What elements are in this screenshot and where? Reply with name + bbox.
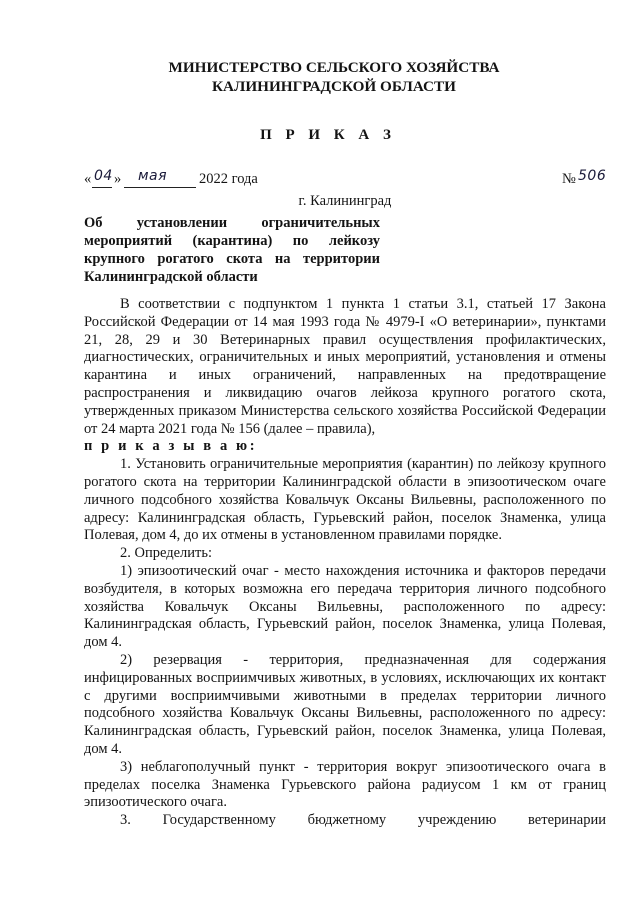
month-underline (124, 187, 196, 188)
ministry-name-line2: КАЛИНИНГРАДСКОЙ ОБЛАСТИ (212, 78, 456, 95)
date-number-row (84, 168, 614, 195)
ministry-header (0, 58, 640, 96)
number-sign: № (562, 171, 576, 187)
order-body (84, 296, 606, 830)
item-1: 1. Установить ограничительные мероприятия (карантин) по лейкозу крупного рогатого скота на территории Калининградской области в эпизоотическом очаге личного подсобного хозяйства Ковальчук Оксаны Вильевны, расположенного по адресу: Калининградская область, Гурьевский район, поселок Знаменка, улица Полевая, дом 4, до их отмены в установленном правилами порядке. (84, 456, 606, 544)
handwritten-day: 04 (94, 168, 113, 184)
document-type-heading: П Р И К А З (260, 127, 396, 143)
date-open-quote: « (84, 171, 92, 187)
intro-paragraph: В соответствии с подпунктом 1 пункта 1 статьи 3.1, статьей 17 Закона Российской Федерации от 14 мая 1993 года № 4979-I «О ветеринарии», пунктами 21, 28, 29 и 30 Ветеринарных правил осуществления профилактических, диагностических, ограничительных и иных мероприятий, установления и отмены карантина и иных ограничений, направленных на предотвращение распространения и ликвидацию очагов лейкоза крупного рогатого скота, утвержденных приказом Министерства сельского хозяйства Российской Федерации от 24 марта 2021 года № 156 (далее – правила), (84, 296, 606, 437)
year-text: 2022 года (199, 171, 258, 187)
item-3: 3. Государственному бюджетному учреждению ветеринарии (120, 812, 606, 829)
order-word: п р и к а з ы в а ю: (84, 438, 258, 455)
item-2-1: 1) эпизоотический очаг - место нахождения источника и факторов передачи возбудителя, в которых возможна его передача территория личного подсобного хозяйства Ковальчук Оксаны Вильевны, расположенного по адресу: Калининградская область, Гурьевский район, поселок Знаменка, улица Полевая, дом 4. (84, 562, 606, 651)
ministry-name-line1: МИНИСТЕРСТВО СЕЛЬСКОГО ХОЗЯЙСТВА (168, 59, 500, 76)
handwritten-number: 506 (578, 168, 607, 184)
date-close-quote: » (114, 171, 122, 187)
day-underline (92, 187, 112, 188)
city: г. Калининград (298, 193, 392, 209)
order-title: Об установлении ограничительных мероприятий (карантина) по лейкозу крупного рогатого скота на территории Калининградской области (84, 215, 380, 285)
handwritten-month: мая (138, 168, 168, 184)
item-2-2: 2) резервация - территория, предназначенная для содержания инфицированных восприимчивых животных, в условиях, исключающих их контакт с другими восприимчивыми животными в пределах территории личного подсобного хозяйства Ковальчук Оксаны Вильевны, расположенного по адресу: Калининградская область, Гурьевский район, поселок Знаменка, улица Полевая, дом 4. (84, 651, 606, 757)
item-2-3: 3) неблагополучный пункт - территория вокруг эпизоотического очага в пределах поселка Знаменка Гурьевского района радиусом 1 км от границ эпизоотического очага. (84, 758, 606, 811)
item-2: 2. Определить: (120, 545, 213, 562)
order-word-paragraph (84, 438, 606, 456)
